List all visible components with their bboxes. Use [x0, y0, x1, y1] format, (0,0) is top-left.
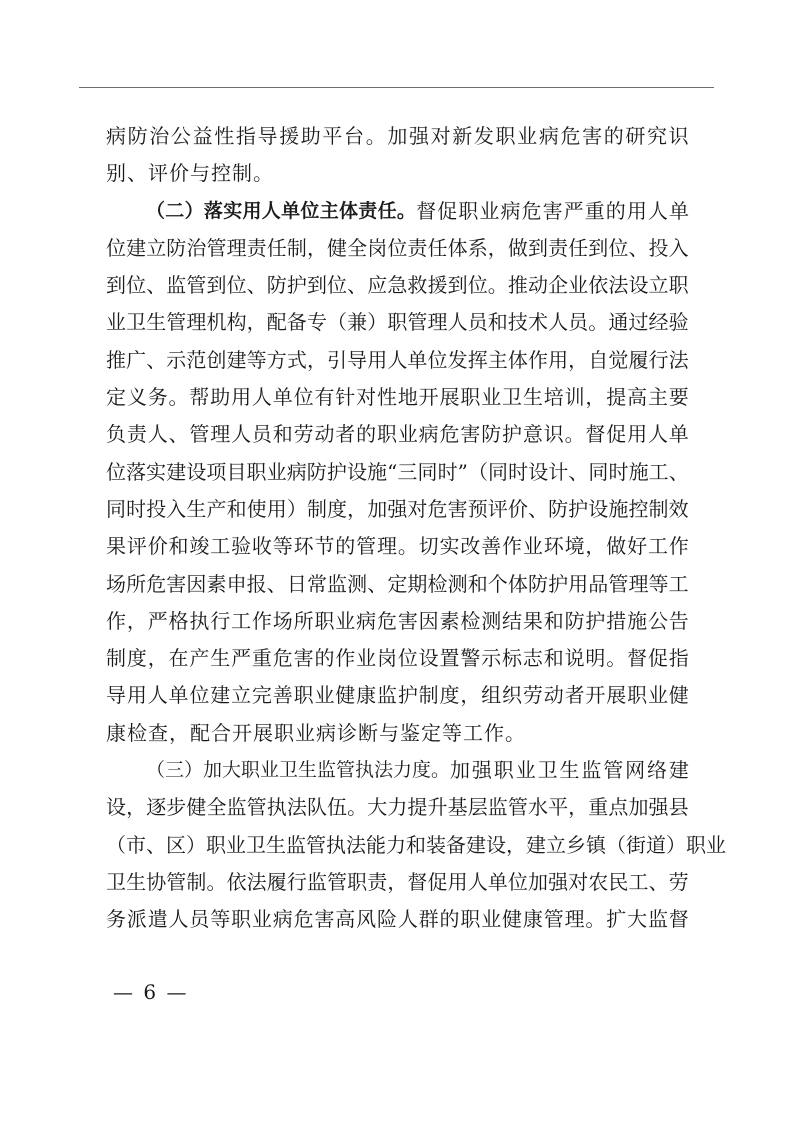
body-line: 位 建 立 防 治 管 理 责 任 制 ， 健 全 岗 位 责 任 体 系 ， 做 到 责 任 到 位 、 投 入	[106, 235, 689, 260]
body-line: 业 卫 生 管 理 机 构 ， 配 备 专 （ 兼 ） 职 管 理 人 员 和 技 术 人 员 。 通 过 经 验	[106, 310, 689, 335]
body-line: 果 评 价 和 竣 工 验 收 等 环 节 的 管 理 。 切 实 改 善 作 业 环 境 ， 做 好 工 作	[106, 534, 689, 559]
section-2-first-text: 督 促 职 业 病 危 害 严 重 的 用 人 单	[416, 198, 689, 223]
page-number: — 6 —	[113, 980, 189, 1004]
section-3-first-text: 加 强 职 业 卫 生 监 管 网 络 建	[450, 758, 689, 783]
body-line: 负 责 人 、 管 理 人 员 和 劳 动 者 的 职 业 病 危 害 防 护 意 识 。 督 促 用 人 单	[106, 422, 689, 447]
header-rule	[79, 87, 714, 88]
body-line: 推 广 、 示 范 创 建 等 方 式 ， 引 导 用 人 单 位 发 挥 主 体 作 用 ， 自 觉 履 行 法	[106, 347, 689, 372]
body-line: 务 派 遣 人 员 等 职 业 病 危 害 高 风 险 人 群 的 职 业 健 康 管 理 。 扩 大 监 督	[106, 907, 689, 932]
body-line: 病 防 治 公 益 性 指 导 援 助 平 台 。 加 强 对 新 发 职 业 病 危 害 的 研 究 识	[106, 124, 689, 148]
body-line: 到 位 、 监 管 到 位 、 防 护 到 位 、 应 急 救 援 到 位 。 推 动 企 业 依 法 设 立 职	[106, 273, 689, 298]
body-line: 康 检 查 ， 配 合 开 展 职 业 病 诊 断 与 鉴 定 等 工 作 。	[106, 720, 525, 745]
body-line: 别 、 评 价 与 控 制 。	[106, 161, 273, 186]
body-line: 定 义 务 。 帮 助 用 人 单 位 有 针 对 性 地 开 展 职 业 卫 生 培 训 ， 提 高 主 要	[106, 385, 689, 410]
body-line: 卫 生 协 管 制 。 依 法 履 行 监 管 职 责 ， 督 促 用 人 单 位 加 强 对 农 民 工 、 劳	[106, 869, 689, 894]
body-line: 同 时 投 入 生 产 和 使 用 ） 制 度 ， 加 强 对 危 害 预 评 价 、 防 护 设 施 控 制 效	[106, 496, 689, 521]
body-line: （ 市 、 区 ） 职 业 卫 生 监 管 执 法 能 力 和 装 备 建 设 ， 建 立 乡 镇 （ 街 道 ） 职 业	[106, 832, 726, 857]
body-line: 制 度 ， 在 产 生 严 重 危 害 的 作 业 岗 位 设 置 警 示 标 志 和 说 明 。 督 促 指	[106, 646, 689, 671]
section-3-heading: （三）加大职业卫生监管执法力度。	[146, 759, 451, 782]
section-2-first-line	[106, 193, 689, 230]
section-3-first-line	[106, 752, 689, 789]
body-line: 位 落 实 建 设 项 目 职 业 病 防 护 设 施 “ 三 同 时 ” （ 同 时 设 计 、 同 时 施 工 、	[106, 459, 689, 484]
document-body	[106, 118, 726, 939]
body-line: 作 ， 严 格 执 行 工 作 场 所 职 业 病 危 害 因 素 检 测 结 果 和 防 护 措 施 公 告	[106, 608, 689, 633]
body-line: 设 ， 逐 步 健 全 监 管 执 法 队 伍 。 大 力 提 升 基 层 监 管 水 平 ， 重 点 加 强 县	[106, 795, 689, 820]
body-line: 导 用 人 单 位 建 立 完 善 职 业 健 康 监 护 制 度 ， 组 织 劳 动 者 开 展 职 业 健	[106, 683, 689, 708]
section-2-heading: （二）落实用人单位主体责任。	[146, 199, 417, 222]
body-line: 场 所 危 害 因 素 申 报 、 日 常 监 测 、 定 期 检 测 和 个 体 防 护 用 品 管 理 等 工	[106, 571, 689, 596]
